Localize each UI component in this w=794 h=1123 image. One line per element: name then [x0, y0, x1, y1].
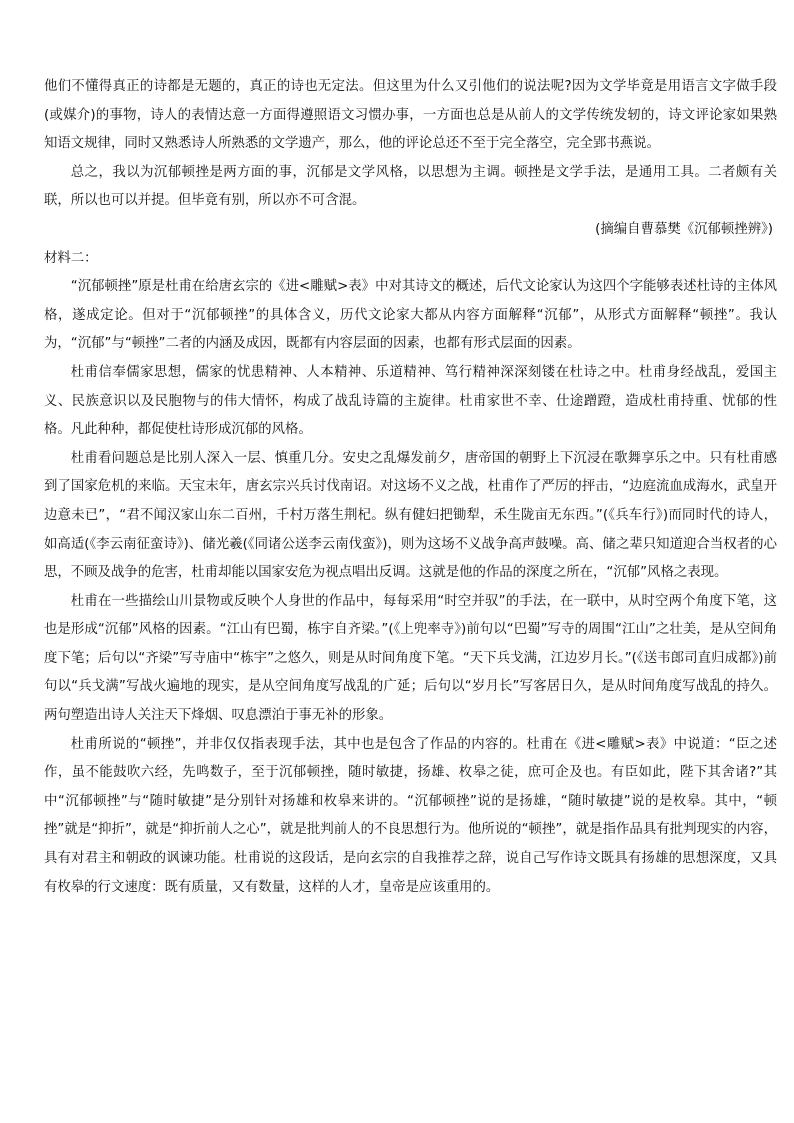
paragraph-continued: 他们不懂得真正的诗都是无题的，真正的诗也无定法。但这里为什么又引他们的说法呢?因为文学毕竟是用语言文字做手段(或媒介)的事物，诗人的表情达意一方面得遵照语文习惯办事，一方面也总是从前人的文学传统发轫的，诗文评论家如果熟知语文规律，同时又熟悉诗人所熟悉的文学遗产，那么，他的评论总还不至于完全落空，完全郢书燕说。 [44, 79, 777, 152]
material2-paragraph-5: 杜甫所说的“顿挫”，并非仅仅指表现手法，其中也是包含了作品的内容的。杜甫在《进<雕赋>表》中说道：“臣之述作，虽不能鼓吹六经，先鸣数子，至于沉郁顿挫，随时敏捷，扬雄、枚皋之徒，庶可企及也。有臣如此，陛下其舍诸?”其中“沉郁顿挫”与“随时敏捷”是分别针对扬雄和枚皋来讲的。“沉郁顿挫”说的是扬雄，“随时敏捷”说的是枚皋。其中，“顿挫”就是“抑折”，就是“抑折前人之心”，就是批判前人的不良思想行为。他所说的“顿挫”，就是指作品具有批判现实的内容，具有对君主和朝政的讽谏功能。杜甫说的这段话，是向玄宗的自我推荐之辞，说自己写作诗文既具有扬雄的思想深度，又具有枚皋的行文速度：既有质量，又有数量，这样的人才，皇帝是应该重用的。 [44, 736, 777, 895]
material2-paragraph-1: “沉郁顿挫”原是杜甫在给唐玄宗的《进<雕赋>表》中对其诗文的概述，后代文论家认为这四个字能够表述杜诗的主体风格，遂成定论。但对于“沉郁顿挫”的具体含义，历代文论家大都从内容方面解释“沉郁”，从形式方面解释“顿挫”。我认为，“沉郁”与“顿挫”二者的内涵及成因，既都有内容层面的因素，也都有形式层面的因素。 [44, 279, 777, 352]
material2-paragraph-2: 杜甫信奉儒家思想，儒家的忧患精神、人本精神、乐道精神、笃行精神深深刻镂在杜诗之中。杜甫身经战乱，爱国主义、民族意识以及民胞物与的伟大情怀，构成了战乱诗篇的主旋律。杜甫家世不幸、仕途蹭蹬，造成杜甫持重、忧郁的性格。凡此种种，都促使杜诗形成沉郁的风格。 [44, 364, 777, 438]
document-body [44, 73, 777, 902]
material2-paragraph-3: 杜甫看问题总是比别人深入一层、慎重几分。安史之乱爆发前夕，唐帝国的朝野上下沉浸在歌舞享乐之中。只有杜甫感到了国家危机的来临。天宝末年，唐玄宗兴兵讨伐南诏。对这场不义之战，杜甫作了严厉的抨击，“边庭流血成海水，武皇开边意未已”，“君不闻汉家山东二百州，千村万落生荆杞。纵有健妇把锄犁，禾生陇亩无东西。”(《兵车行》)而同时代的诗人，如高适(《李云南征蛮诗》)、储光羲(《同诸公送李云南伐蛮》)，则为这场不义战争高声鼓噪。高、储之辈只知道迎合当权者的心思，不顾及战争的危害，杜甫却能以国家安危为视点唱出反调。这就是他的作品的深度之所在，“沉郁”风格之表现。 [44, 450, 777, 581]
source-citation: (摘编自曹慕樊《沉郁顿挫辨》) [595, 221, 773, 237]
material2-paragraph-4: 杜甫在一些描绘山川景物或反映个人身世的作品中，每每采用“时空并驭”的手法，在一联中，从时空两个角度下笔，这也是形成“沉郁”风格的因素。“江山有巴蜀，栋宇自齐梁。”(《上兜率寺》)前句以“巴蜀”写寺的周围“江山”之壮美，是从空间角度下笔；后句以“齐梁”写寺庙中“栋宇”之悠久，则是从时间角度下笔。“天下兵戈满，江边岁月长。”(《送韦郎司直归成都》)前句以“兵戈满”写战火遍地的现实，是从空间角度写战乱的广延；后句以“岁月长”写客居日久，是从时间角度写战乱的持久。两句塑造出诗人关注天下烽烟、叹息漂泊于事无补的形象。 [44, 593, 777, 724]
material-heading: 材料二： [44, 250, 98, 266]
paragraph-conclusion: 总之，我以为沉郁顿挫是两方面的事，沉郁是文学风格，以思想为主调。顿挫是文学手法，是通用工具。二者颇有关联，所以也可以并提。但毕竟有别，所以亦不可含混。 [44, 164, 777, 209]
